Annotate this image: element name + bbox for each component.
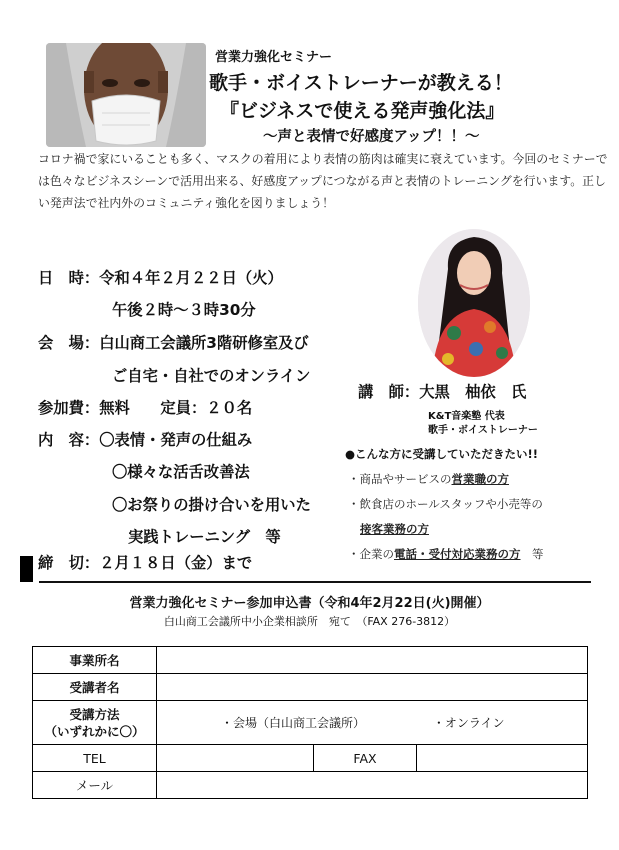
content-label: 内 容：: [38, 431, 100, 449]
title-line1: 歌手・ボイストレーナーが教える！: [209, 72, 513, 94]
deadline-value: ２月１８日（金）まで: [99, 554, 253, 572]
option-venue[interactable]: ・会場（白山商工会議所）: [221, 716, 366, 730]
content-row: [38, 428, 252, 450]
deadline-row: [38, 551, 252, 573]
fee-value: 無料 定員：２０名: [99, 399, 253, 417]
masked-woman-photo: [46, 43, 206, 147]
venue-row: [38, 331, 309, 353]
office-name-label: 事業所名: [33, 647, 157, 674]
datetime-label: 日 時：: [38, 269, 100, 287]
tel-field[interactable]: [157, 745, 314, 772]
venue-value-2: ご自宅・自社でのオンライン: [112, 367, 311, 385]
lecturer-label: 講 師：: [358, 383, 420, 401]
lecturer-photo: [418, 229, 530, 377]
target-line-2: ・飲食店のホールスタッフや小売等の: [348, 497, 543, 511]
cut-marker: [20, 556, 33, 582]
target-line-4: [348, 546, 544, 562]
datetime-value: 令和４年２月２２日（火）: [99, 269, 283, 287]
mail-field[interactable]: [157, 772, 588, 799]
content-item: 〇お祭りの掛け合いを用いた: [112, 496, 311, 514]
target-line-4-emphasis: 電話・受付対応業務の方: [394, 547, 521, 561]
fee-row: [38, 396, 252, 418]
subtitle: ～声と表情で好感度アップ！！～: [263, 128, 480, 145]
lecturer-title-2: 歌手・ボイストレーナー: [428, 425, 538, 436]
target-line-3: [360, 521, 429, 537]
content-item: 〇表情・発声の仕組み: [99, 431, 253, 449]
content-item: 〇様々な活舌改善法: [112, 463, 250, 481]
venue-value: 白山商工会議所3階研修室及び: [99, 334, 309, 352]
intro-text: コロナ禍で家にいることも多く、マスクの着用により表情の筋肉は確実に衰えています。今回のセミナーでは色々なビジネスシーンで活用出来る、好感度アップにつながる声と表情のトレーニングを行います。正しい発声法で社内外のコミュニティ強化を図りましょう！: [38, 152, 608, 210]
venue-label: 会 場：: [38, 334, 100, 352]
lecturer-name: 大黒 柚依 氏: [419, 383, 527, 401]
fax-field[interactable]: [417, 745, 588, 772]
option-online[interactable]: ・オンライン: [432, 716, 505, 730]
attend-method-label-1: 受講方法: [69, 706, 120, 722]
divider-line: [39, 581, 591, 583]
form-address: 白山商工会議所中小企業相談所 宛て （FAX 276-3812）: [163, 615, 456, 628]
target-line-3-emphasis: 接客業務の方: [360, 522, 429, 536]
datetime-row: [38, 266, 283, 288]
attendee-name-label: 受講者名: [33, 674, 157, 701]
mail-label: メール: [33, 772, 157, 799]
attendee-name-field[interactable]: [157, 674, 588, 701]
target-heading: ●こんな方に受講していただきたい!!: [345, 447, 539, 461]
tel-label: TEL: [33, 745, 157, 772]
seminar-label: 営業力強化セミナー: [215, 50, 333, 65]
content-item-continued: 実践トレーニング 等: [128, 528, 281, 546]
target-line-4-suffix: 等: [520, 547, 544, 561]
lecturer-title-1: K&T音楽塾 代表: [428, 411, 505, 422]
lecturer-name-row: [358, 380, 526, 402]
target-line-4-text: ・企業の: [348, 547, 394, 561]
time-value: 午後２時～３時30分: [112, 301, 256, 319]
title-line2: 『ビジネスで使える発声強化法』: [220, 100, 505, 122]
attend-method-label: [33, 701, 157, 745]
target-line-1-text: ・商品やサービスの: [348, 472, 452, 486]
attend-method-label-2: （いずれかに〇）: [44, 723, 145, 739]
fax-label: FAX: [314, 745, 417, 772]
fee-label: 参加費：: [38, 399, 100, 417]
office-name-field[interactable]: [157, 647, 588, 674]
form-title: 営業力強化セミナー参加申込書（令和4年2月22日(火)開催）: [129, 596, 490, 611]
deadline-label: 締 切：: [38, 554, 100, 572]
target-line-1: [348, 471, 509, 487]
target-line-1-emphasis: 営業職の方: [451, 472, 509, 486]
attend-method-field: [157, 701, 588, 745]
application-form: [32, 646, 588, 799]
